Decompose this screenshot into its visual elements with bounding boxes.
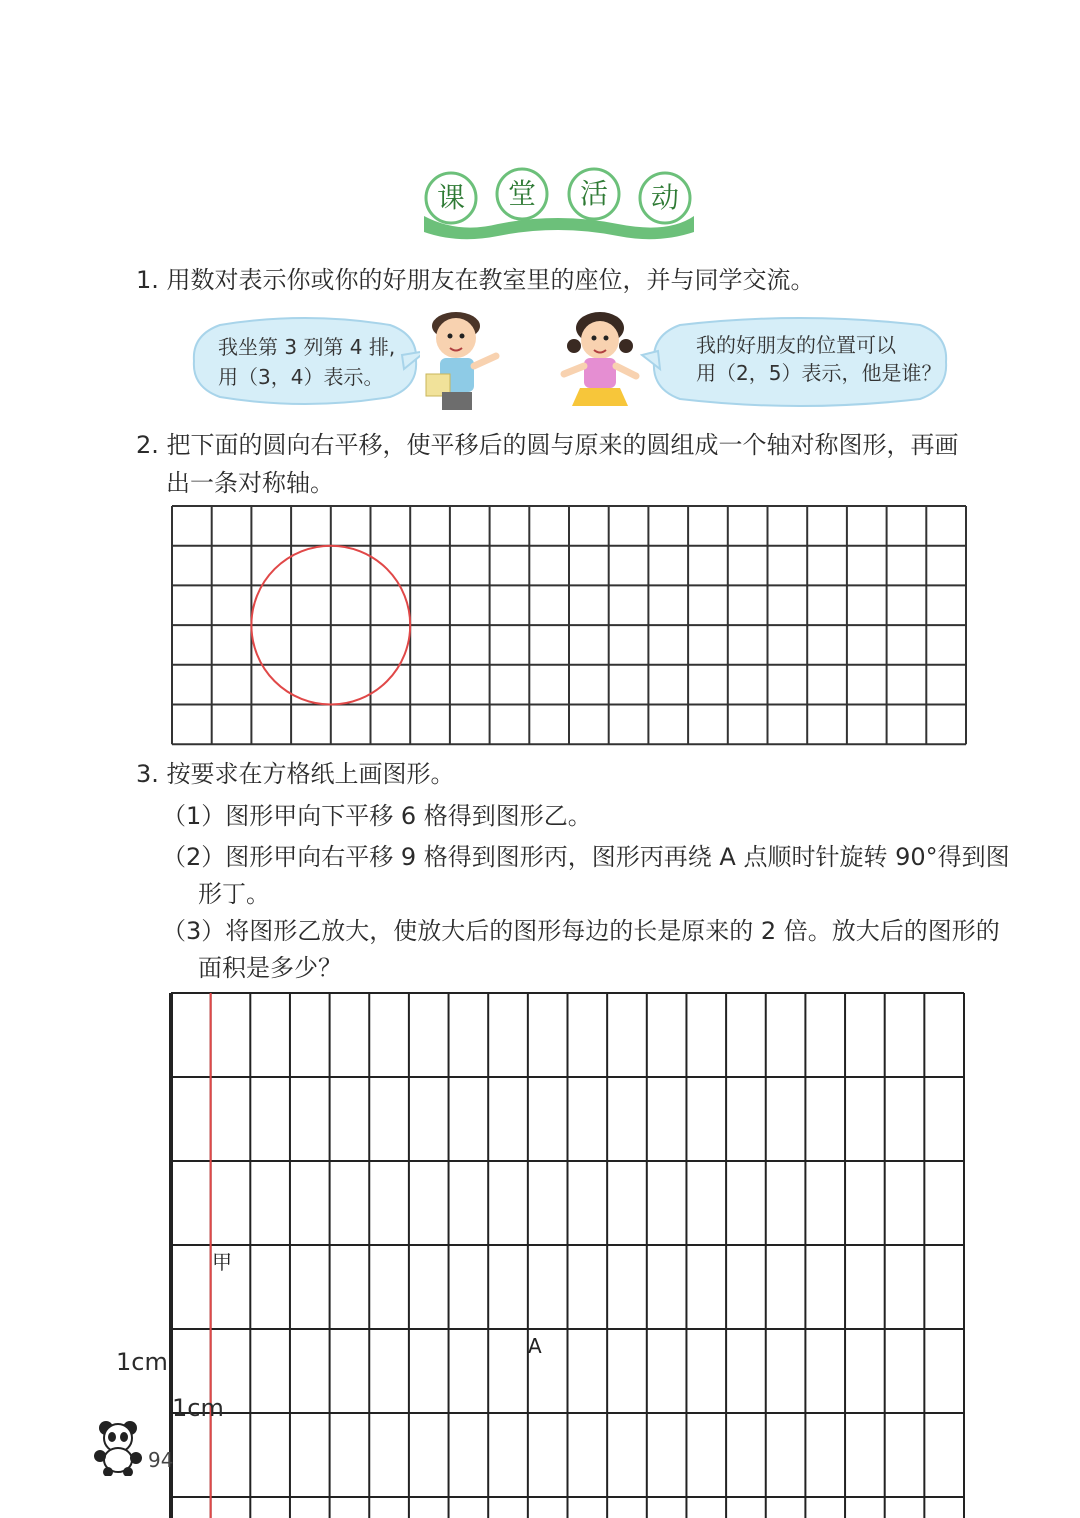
label-jia: 甲: [212, 1250, 232, 1274]
header-char-1: 课: [436, 181, 465, 214]
header-char-4: 动: [650, 181, 679, 214]
grid-paper-2: [168, 990, 968, 1518]
question-2-line-2: 出一条对称轴。: [166, 469, 334, 497]
question-text: 用数对表示你或你的好朋友在教室里的座位，并与同学交流。: [166, 266, 815, 294]
girl-illustration: [556, 300, 650, 414]
grid-paper-1: [170, 505, 970, 747]
label-point-a: A: [528, 1334, 542, 1358]
sub-question-2-line-1: （2）图形甲向右平移 9 格得到图形丙，图形丙再绕 A 点顺时针旋转 90°得到图: [162, 843, 1010, 871]
boy-illustration: [418, 300, 504, 414]
bubble-left-line-2: 用（3，4）表示。: [218, 365, 384, 389]
header-char-2: 堂: [507, 177, 536, 210]
bubble-right-line-2: 用（2，5）表示，他是谁？: [696, 361, 942, 385]
question-text-line-1: 把下面的圆向右平移，使平移后的圆与原来的圆组成一个轴对称图形，再画: [166, 431, 959, 459]
bubble-right-line-1: 我的好朋友的位置可以: [696, 333, 896, 357]
question-number: 1.: [136, 266, 159, 294]
sub-question-3-line-2: 面积是多少？: [198, 954, 342, 982]
question-number: 2.: [136, 431, 159, 459]
header-char-3: 活: [579, 177, 608, 210]
page-number: 94: [148, 1448, 174, 1472]
question-2: [136, 427, 959, 463]
sub-question-1: （1）图形甲向下平移 6 格得到图形乙。: [162, 802, 592, 830]
question-3: [136, 756, 455, 792]
sub-question-3-line-1: （3）将图形乙放大，使放大后的图形每边的长是原来的 2 倍。放大后的图形的: [162, 917, 1000, 945]
section-header-badge: [418, 158, 700, 240]
panda-icon: [92, 1418, 144, 1476]
bubble-left-line-1: 我坐第 3 列第 4 排,: [218, 335, 396, 359]
question-number: 3.: [136, 760, 159, 788]
sub-question-2-line-2: 形丁。: [198, 880, 270, 908]
unit-label-1cm-overlay: 1cm: [172, 1394, 224, 1422]
question-1: [136, 262, 815, 298]
question-text: 按要求在方格纸上画图形。: [166, 760, 455, 788]
unit-label-1cm: 1cm: [116, 1348, 168, 1376]
